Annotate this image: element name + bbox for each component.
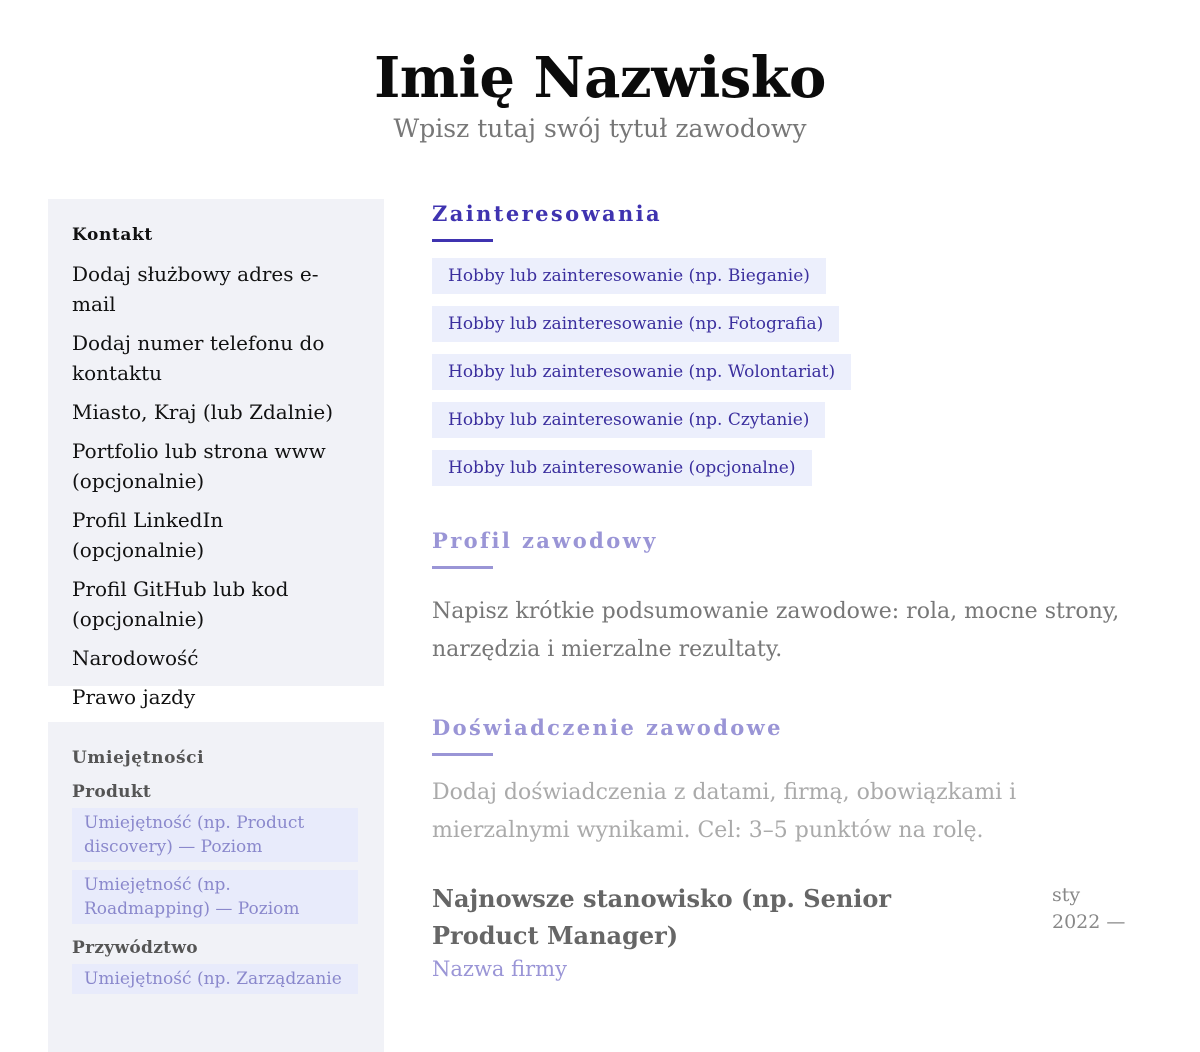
profile-heading: Profil zawodowy [432,528,658,553]
contact-github[interactable]: Profil GitHub lub kod (opcjonalnie) [72,577,289,631]
section-rule [432,753,493,756]
interest-chip[interactable]: Hobby lub zainteresowanie (opcjonalne) [432,450,812,486]
interest-chip[interactable]: Hobby lub zainteresowanie (np. Bieganie) [432,258,826,294]
skill-chip[interactable]: Umiejętność (np. Product discovery) — Poziom [72,808,358,862]
contact-heading: Kontakt [72,225,153,245]
interest-chip[interactable]: Hobby lub zainteresowanie (np. Czytanie) [432,402,825,438]
profile-summary: Napisz krótkie podsumowanie zawodowe: rola, mocne strony, narzędzia i mierzalne rezultaty. [432,599,1120,662]
contact-location[interactable]: Miasto, Kraj (lub Zdalnie) [72,400,334,424]
skill-chip[interactable]: Umiejętność (np. Roadmapping) — Poziom [72,870,358,924]
contact-driving-license[interactable]: Prawo jazdy [72,685,196,709]
job-title-subtitle: Wpisz tutaj swój tytuł zawodowy [393,114,807,143]
interests-list [432,258,1152,486]
skills-heading: Umiejętności [72,748,205,768]
resume-header [0,44,1200,146]
skill-group-leadership: Przywództwo [72,938,198,958]
job-entry [432,880,1152,984]
interest-chip[interactable]: Hobby lub zainteresowanie (np. Wolontariat) [432,354,851,390]
experience-heading: Doświadczenie zawodowe [432,715,783,740]
section-rule [432,239,493,242]
section-rule [432,566,493,569]
job-position-title: Najnowsze stanowisko (np. Senior Product Manager) [432,884,892,950]
main-content [432,199,1152,984]
contact-card [48,199,384,709]
interest-chip[interactable]: Hobby lub zainteresowanie (np. Fotografia) [432,306,839,342]
job-date: sty 2022 — [1052,884,1126,933]
skill-group-product: Produkt [72,782,152,802]
contact-portfolio[interactable]: Portfolio lub strona www (opcjonalnie) [72,439,326,493]
contact-nationality[interactable]: Narodowość [72,646,199,670]
person-name: Imię Nazwisko [374,45,826,111]
skill-chip[interactable]: Umiejętność (np. Zarządzanie [72,964,358,994]
contact-phone[interactable]: Dodaj numer telefonu do kontaktu [72,331,325,385]
contact-email[interactable]: Dodaj służbowy adres e-mail [72,262,319,316]
company-link[interactable]: Nazwa firmy [432,957,567,981]
interests-heading: Zainteresowania [432,201,663,226]
contact-linkedin[interactable]: Profil LinkedIn (opcjonalnie) [72,508,224,562]
experience-intro: Dodaj doświadczenia z datami, firmą, obowiązkami i mierzalnymi wynikami. Cel: 3–5 punktów na rolę. [432,780,1017,843]
skills-card [48,722,384,1052]
